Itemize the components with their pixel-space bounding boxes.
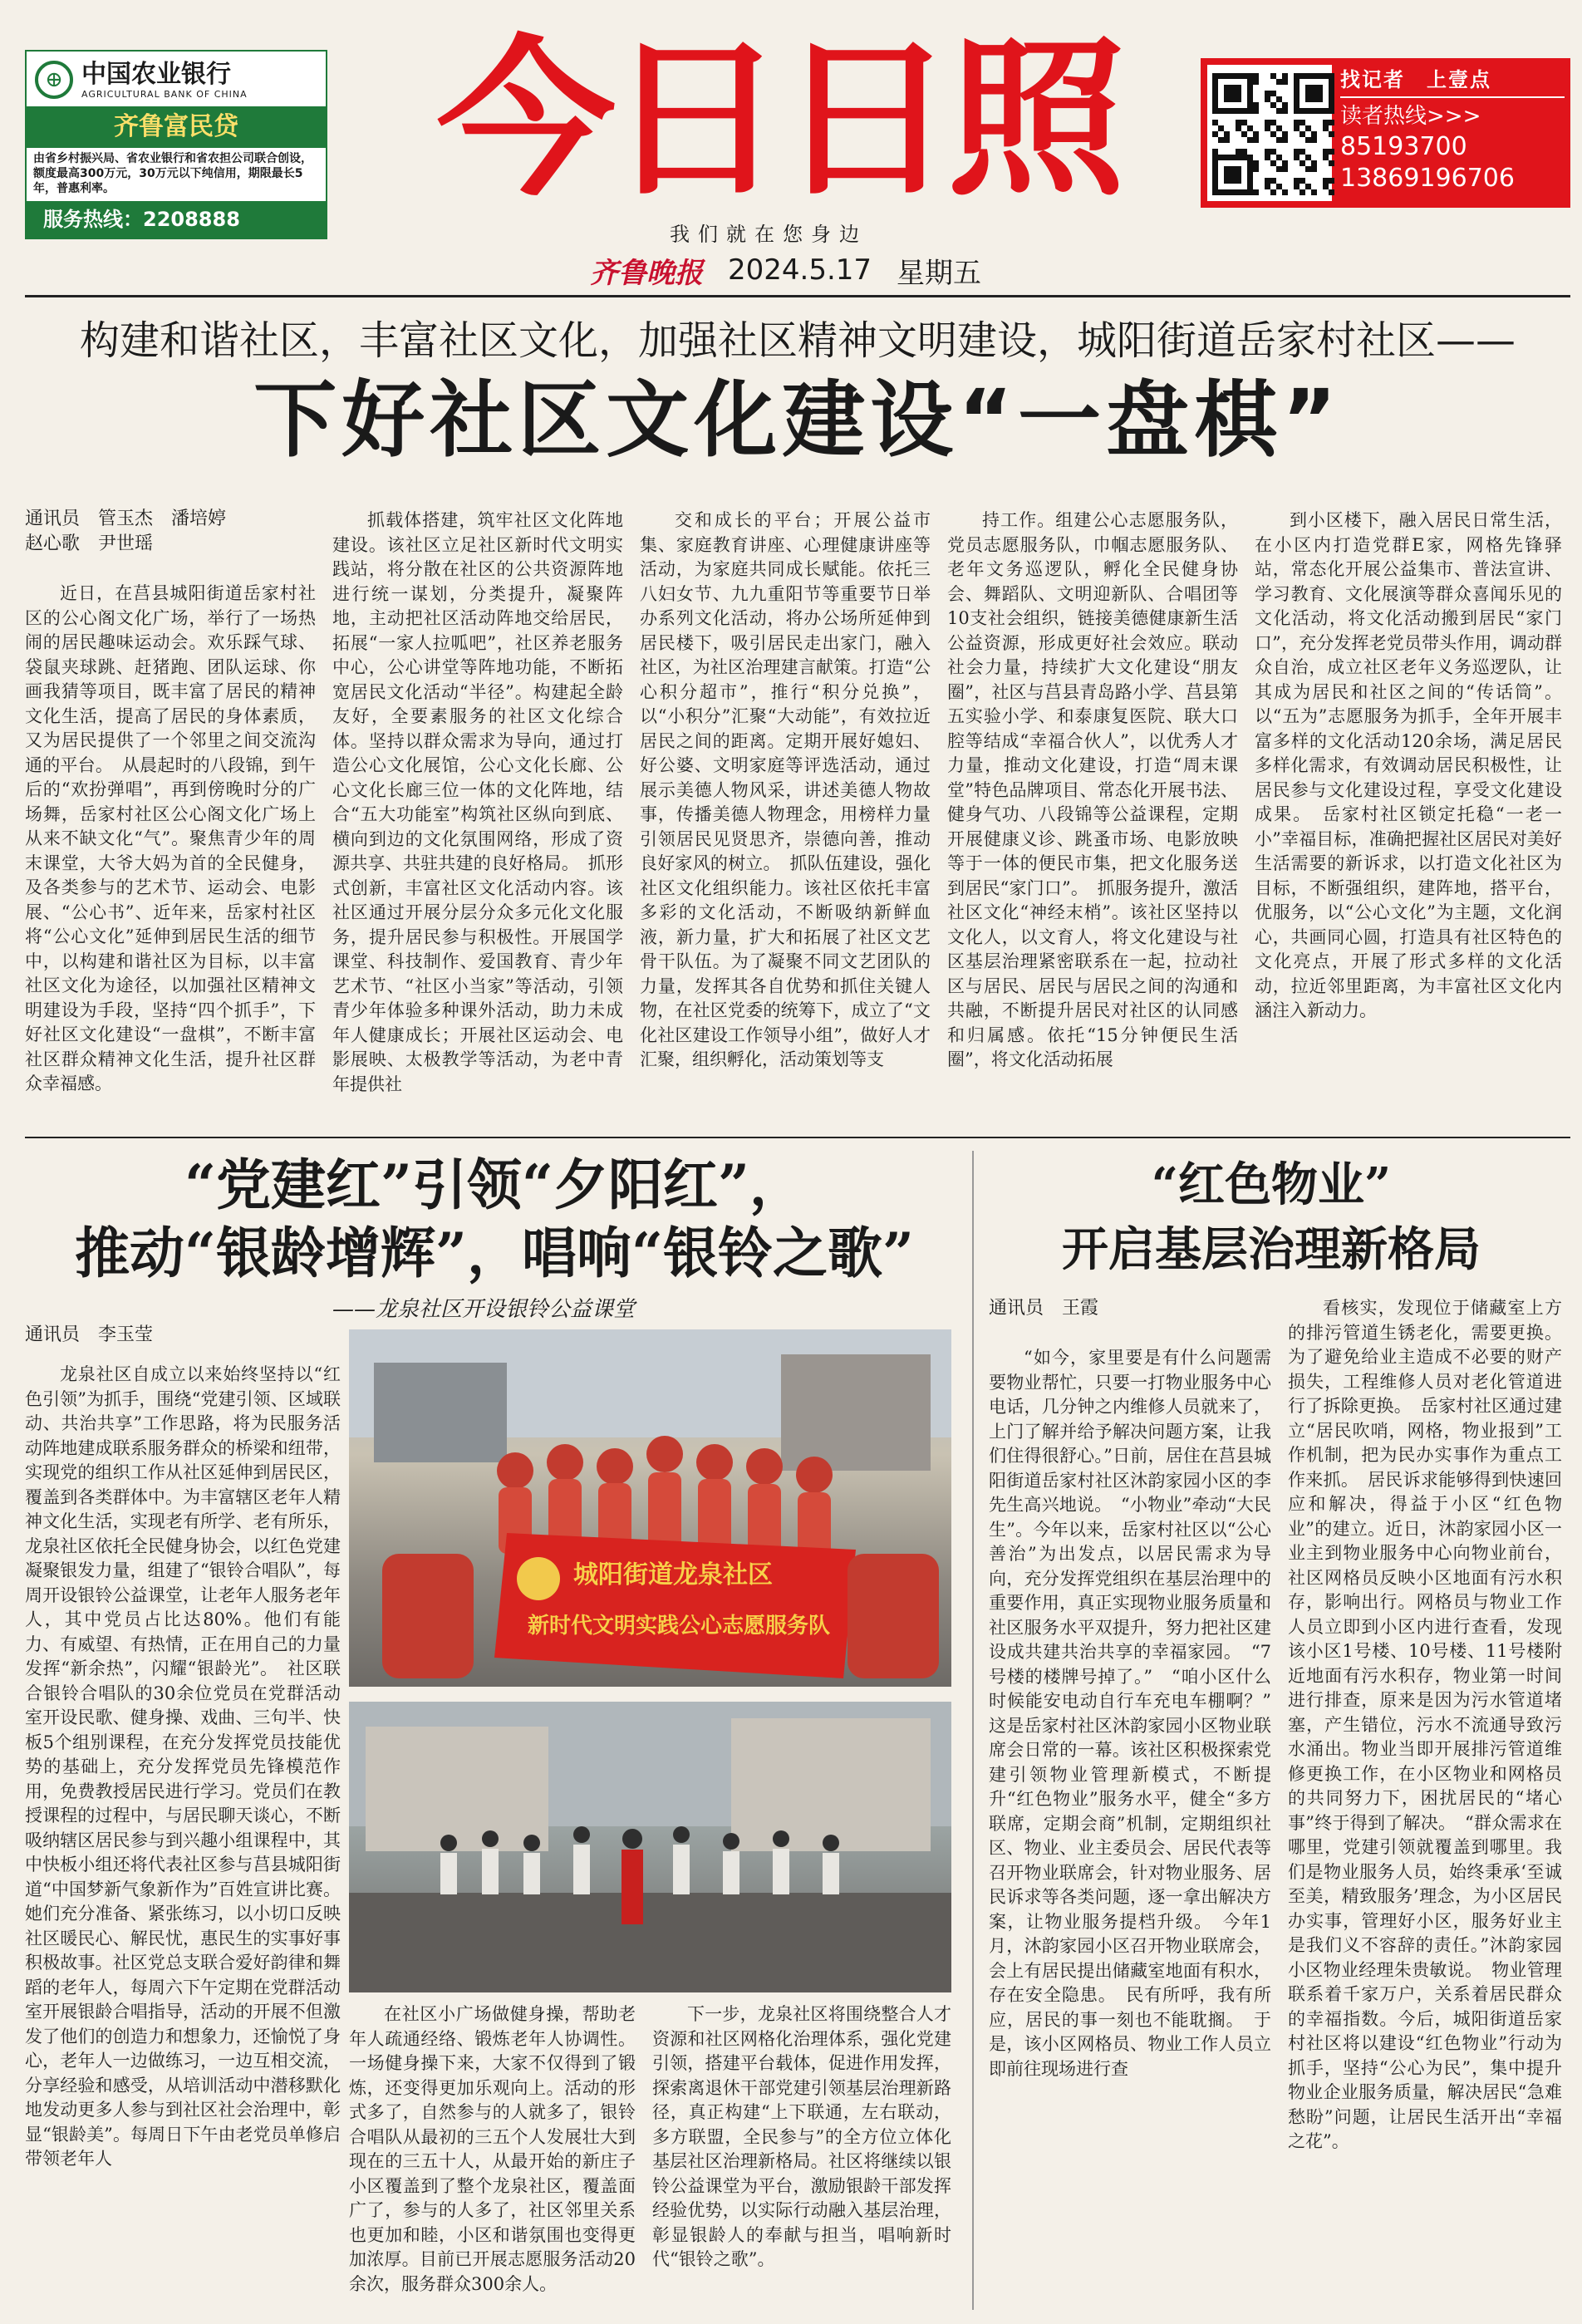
qr-module: [1323, 184, 1329, 189]
qr-module: [1230, 91, 1236, 96]
qr-module: [1224, 166, 1230, 172]
qr-module: [1311, 91, 1317, 96]
qr-module: [1329, 102, 1334, 108]
qr-module: [1329, 73, 1334, 79]
article1-byline: [25, 507, 274, 557]
article1-column-4: [947, 509, 1238, 1122]
qr-module: [1224, 155, 1230, 160]
qr-module: [1236, 85, 1241, 91]
photo-volunteer-group: [349, 1329, 951, 1687]
qr-module: [1300, 73, 1305, 79]
qr-module: [1311, 108, 1317, 114]
qr-module: [1224, 96, 1230, 102]
masthead: [378, 22, 1176, 219]
qr-module: [1294, 178, 1300, 184]
qr-module: [1282, 73, 1288, 79]
bank-name-en: AGRICULTURAL BANK OF CHINA: [81, 88, 248, 100]
article2-column-1: [25, 1363, 341, 2310]
article1-headline: 下好社区文化建设“一盘棋”: [253, 371, 1342, 469]
bank-header: [35, 58, 317, 101]
qr-module: [1276, 155, 1282, 160]
qr-module: [1311, 189, 1317, 195]
qr-module: [1270, 102, 1276, 108]
qr-module: [1224, 73, 1230, 79]
banner-text-2: 新时代文明实践公心志愿服务队: [528, 1614, 831, 1639]
qr-module: [1294, 91, 1300, 96]
qr-module: [1317, 85, 1323, 91]
qr-module: [1212, 102, 1218, 108]
qr-module: [1241, 149, 1247, 155]
contact-slogan: 找记者 上壹点: [1340, 68, 1491, 91]
byline-line: 通讯员 管玉杰 潘培婷: [25, 509, 227, 529]
article2-byline: 通讯员 李玉莹: [25, 1324, 154, 1345]
qr-module: [1323, 155, 1329, 160]
qr-module: [1212, 91, 1218, 96]
qr-module: [1305, 137, 1311, 143]
qr-module: [1224, 178, 1230, 184]
qr-module: [1329, 120, 1334, 125]
qr-module: [1305, 73, 1311, 79]
qr-module: [1311, 166, 1317, 172]
qr-module: [1247, 184, 1253, 189]
qr-module: [1236, 178, 1241, 184]
qr-module: [1218, 125, 1224, 131]
divider: [25, 295, 1570, 297]
qr-module: [1265, 184, 1270, 189]
qr-module: [1294, 149, 1300, 155]
qr-module: [1236, 108, 1241, 114]
qr-module: [1247, 79, 1253, 85]
dateline: [590, 249, 1172, 291]
qr-module: [1317, 91, 1323, 96]
bank-logo-icon: ⊕: [35, 61, 73, 99]
qr-module: [1270, 91, 1276, 96]
photo-scene: [349, 1702, 951, 1992]
qr-module: [1265, 96, 1270, 102]
article3-column-2: [1288, 1296, 1562, 2310]
qr-module: [1212, 73, 1218, 79]
qr-module: [1253, 79, 1259, 85]
qr-module: [1253, 108, 1259, 114]
ad-hotline: 服务热线：2208888: [27, 201, 326, 238]
qr-module: [1265, 125, 1270, 131]
qr-module: [1300, 131, 1305, 137]
qr-module: [1253, 160, 1259, 166]
qr-module: [1317, 108, 1323, 114]
qr-module: [1253, 137, 1259, 143]
qr-module: [1282, 160, 1288, 166]
masthead-title: 今日日照: [436, 22, 1118, 219]
qr-module: [1218, 108, 1224, 114]
column-text: 持工作。组建公心志愿服务队，党员志愿服务队，巾帼志愿服务队、老年文务巡逻队，孵化全民健身协会、舞蹈队、文明迎新队、合唱团等10支社会组织，链接美德健康新生活公益资源，形成更好社会效应。联动社会力量，持续扩大文化建设“朋友圈”，社区与莒县青岛路小学、莒县第五实验小学、和泰康复医院、联大口腔等结成“幸福合伙人”，以优秀人才力量，推动文化建设，打造“周末课堂”特色品牌项目、常态化开展书法、健身气功、八段锦等公益课程，定期开展健康义诊、跳蚤市场、电影放映等于一体的便民市集，把文化服务送到居民“家门口”。 抓服务提升，激活社区文化“神经末梢”。该社区坚持以文化人，以文育人，将文化建设与社区基层治理紧密联系在一起，拉动社区与居民、居民与居民之间的沟通和共融，不断提升居民对社区的认同感和归属感。依托“15分钟便民生活圈”，将文化活动拓展: [947, 510, 1238, 1069]
phone-number-1: 85193700: [1340, 132, 1467, 161]
qr-module: [1218, 155, 1224, 160]
issue-date: 2024.5.17: [728, 253, 872, 287]
qr-module: [1224, 108, 1230, 114]
qr-module: [1294, 96, 1300, 102]
qr-module: [1247, 102, 1253, 108]
qr-module: [1323, 149, 1329, 155]
qr-module: [1294, 125, 1300, 131]
qr-module: [1230, 189, 1236, 195]
qr-module: [1305, 85, 1311, 91]
qr-module: [1329, 149, 1334, 155]
qr-module: [1241, 189, 1247, 195]
qr-module: [1241, 131, 1247, 137]
qr-module: [1212, 155, 1218, 160]
photo-scene: [349, 1329, 951, 1687]
qr-module: [1241, 73, 1247, 79]
qr-module: [1224, 172, 1230, 178]
reader-hotline-label: 读者热线>>>: [1340, 96, 1565, 131]
qr-module: [1329, 189, 1334, 195]
qr-module: [1294, 108, 1300, 114]
qr-module: [1265, 155, 1270, 160]
qr-module: [1247, 91, 1253, 96]
qr-module: [1230, 172, 1236, 178]
qr-module: [1247, 125, 1253, 131]
bank-name: 中国农业银行: [81, 59, 231, 89]
photo-fitness-exercise: [349, 1702, 951, 1992]
qr-module: [1305, 108, 1311, 114]
qr-module: [1212, 79, 1218, 85]
qr-module: [1212, 108, 1218, 114]
article3-column-1: [989, 1346, 1289, 2310]
column-text: 在社区小广场做健身操，帮助老年人疏通经络、锻炼老年人协调性。一场健身操下来，大家不仅得到了锻炼，还变得更加乐观向上。活动的形式多了，自然参与的人就多了，银铃合唱队从最初的三五个人发展壮大到现在的三五十人，从最开始的新庄子小区覆盖到了整个龙泉社区，覆盖面广了，参与的人多了，社区邻里关系也更加和睦，小区和谐氛围也变得更加浓厚。目前已开展志愿服务活动20余次，服务群众300余人。: [349, 2004, 636, 2294]
qr-module: [1241, 120, 1247, 125]
qr-module: [1294, 79, 1300, 85]
qr-module: [1329, 85, 1334, 91]
qr-module: [1282, 137, 1288, 143]
qr-module: [1323, 73, 1329, 79]
article2-headline-line1: “党建红”引领“夕阳红”，: [184, 1152, 804, 1217]
qr-module: [1300, 178, 1305, 184]
qr-module: [1218, 189, 1224, 195]
qr-module: [1224, 85, 1230, 91]
qr-module: [1212, 120, 1218, 125]
qr-module: [1212, 184, 1218, 189]
qr-module: [1294, 155, 1300, 160]
qr-module: [1294, 102, 1300, 108]
ad-description: 由省乡村振兴局、省农业银行和省农担公司联合创设，额度最高300万元，30万元以下纯信用，期限最长5年，普惠利率。: [33, 152, 312, 195]
qr-module: [1282, 108, 1288, 114]
article1-column-2: [332, 509, 623, 1122]
qr-module: [1212, 166, 1218, 172]
qr-module: [1230, 85, 1236, 91]
qr-module: [1230, 73, 1236, 79]
qr-module: [1276, 79, 1282, 85]
qr-module: [1300, 189, 1305, 195]
issue-weekday: 星期五: [897, 256, 982, 290]
qr-module: [1311, 96, 1317, 102]
article3-byline: 通讯员 王霞: [989, 1298, 1099, 1319]
qr-module: [1276, 125, 1282, 131]
qr-module: [1236, 125, 1241, 131]
qr-module: [1311, 160, 1317, 166]
qr-module: [1247, 172, 1253, 178]
qr-module: [1282, 102, 1288, 108]
qr-module: [1300, 108, 1305, 114]
qr-module: [1317, 96, 1323, 102]
qr-module: [1270, 73, 1276, 79]
qr-module: [1236, 155, 1241, 160]
qr-module: [1270, 131, 1276, 137]
qr-module: [1236, 96, 1241, 102]
qr-module: [1247, 108, 1253, 114]
qr-module: [1230, 155, 1236, 160]
qr-module: [1323, 108, 1329, 114]
qr-module: [1329, 91, 1334, 96]
qr-module: [1311, 131, 1317, 137]
qr-module: [1236, 172, 1241, 178]
qr-module: [1224, 131, 1230, 137]
qr-module: [1265, 91, 1270, 96]
article1-column-1: [25, 582, 316, 1122]
qr-module: [1265, 149, 1270, 155]
qr-module: [1247, 96, 1253, 102]
qr-module: [1270, 189, 1276, 195]
qr-module: [1329, 131, 1334, 137]
qr-module: [1265, 120, 1270, 125]
qr-module: [1294, 85, 1300, 91]
qr-module: [1305, 184, 1311, 189]
article2-subtitle: ——龙泉社区开设银铃公益课堂: [332, 1297, 636, 1322]
qr-module: [1212, 178, 1218, 184]
bank-ad: [25, 50, 327, 239]
qr-module: [1311, 137, 1317, 143]
qr-module: [1311, 85, 1317, 91]
qr-module: [1230, 166, 1236, 172]
qr-module: [1212, 96, 1218, 102]
column-text: 下一步，龙泉社区将围绕整合人才资源和社区网格化治理体系，强化党建引领，搭建平台载体，促进作用发挥，探索离退休干部党建引领基层治理新路径，真正构建“上下联通，左右联动，多方联盟，全民参与”的全方位立体化基层社区治理新格局。社区将继续以银铃公益课堂为平台，激励银龄干部发挥经验优势，以实际行动融入基层治理，彰显银龄人的奉献与担当，唱响新时代“银铃之歌”。: [652, 2004, 951, 2269]
article2-headline-line2: 推动“银龄增辉”，唱响“银铃之歌”: [75, 1221, 914, 1285]
qr-module: [1224, 91, 1230, 96]
qr-module: [1329, 96, 1334, 102]
qr-module: [1224, 137, 1230, 143]
qr-module: [1300, 149, 1305, 155]
qr-module: [1329, 108, 1334, 114]
qr-module: [1305, 125, 1311, 131]
qr-module: [1212, 160, 1218, 166]
qr-module: [1282, 131, 1288, 137]
qr-module: [1270, 120, 1276, 125]
qr-module: [1305, 166, 1311, 172]
qr-module: [1230, 178, 1236, 184]
banner-text-1: 城阳街道龙泉社区: [573, 1560, 773, 1589]
qr-module: [1305, 155, 1311, 160]
qr-module: [1253, 189, 1259, 195]
qr-module: [1236, 149, 1241, 155]
qr-module: [1212, 172, 1218, 178]
qr-module: [1212, 131, 1218, 137]
qr-module: [1294, 184, 1300, 189]
qr-module: [1253, 102, 1259, 108]
article1-column-5: [1255, 509, 1562, 1122]
qr-module: [1300, 160, 1305, 166]
article1-kicker: 构建和谐社区，丰富社区文化，加强社区精神文明建设，城阳街道岳家村社区——: [79, 317, 1516, 364]
qr-module: [1230, 96, 1236, 102]
qr-module: [1329, 79, 1334, 85]
newspaper-brand: 齐鲁晚报: [590, 256, 703, 290]
qr-module: [1323, 125, 1329, 131]
qr-module: [1317, 73, 1323, 79]
qr-module: [1300, 120, 1305, 125]
qr-module: [1282, 166, 1288, 172]
qr-module: [1329, 160, 1334, 166]
qr-module: [1323, 178, 1329, 184]
qr-module: [1236, 166, 1241, 172]
qr-module: [1247, 155, 1253, 160]
article3-headline-line2: 开启基层治理新格局: [1062, 1222, 1481, 1277]
qr-module: [1212, 85, 1218, 91]
column-text: “如今，家里要是有什么问题需要物业帮忙，只要一打物业服务中心电话，几分钟之内维修人员就来了，上门了解并给予解决问题方案，让我们住得很舒心。”日前，居住在莒县城阳街道岳家村社区沐韵家园小区的李先生高兴地说。 “小物业”牵动“大民生”。今年以来，岳家村社区以“公心善治”为出发点，以居民需求为导向，充分发挥党组织在基层治理中的重要作用，真正实现物业服务质量和社区服务水平双提升，努力把社区建设成共建共治共享的幸福家园。 “7号楼的楼牌号掉了。” “咱小区什么时候能安电动自行车充电车棚啊？” 这是岳家村社区沐韵家园小区物业联席会日常的一幕。该社区积极探索党建引领物业管理新模式，不断提升“红色物业”服务水平，健全“多方联席，定期会商”机制，定期组织社区、物业、业主委员会、居民代表等召开物业联席会，针对物业服务、居民诉求等各类问题，逐一拿出解决方案，让物业服务提档升级。 今年1月，沐韵家园小区召开物业联席会，会上有居民提出储藏室地面有积水，存在安全隐患。 民有所呼，我有所应，居民的事一刻也不能耽搁。 于是，该小区网格员、物业工作人员立即前往现场进行查: [989, 1348, 1289, 2079]
qr-module: [1247, 178, 1253, 184]
column-text: 看核实，发现位于储藏室上方的排污管道生锈老化，需要更换。为了避免给业主造成不必要的财产损失，工程维修人员对老化管道进行了拆除更换。 岳家村社区通过建立“居民吹哨，网格，物业报到”工作机制，把为民办实事作为重点工作来抓。 居民诉求能够得到快速回应和解决，得益于小区“红色物业”的建立。近日，沐韵家园小区一业主到物业服务中心向物业前台，社区网格员反映小区地面有污水积存，影响出行。网格员与物业工作人员立即到小区内进行查看，发现该小区1号楼、10号楼、11号楼附近地面有污水积存，物业第一时间进行排查，原来是因为污水管道堵塞，产生错位，污水不流通导致污水涌出。物业当即开展排污管道维修更换工作，在小区物业和网格员的共同努力下，困扰居民的“堵心事”终于得到了解决。 “群众需求在哪里，党建引领就覆盖到哪里。我们是物业服务人员，始终秉承‘至诚至美，精致服务’理念，为小区居民办实事，管理好小区，服务好业主是我们义不容辞的责任。”沐韵家园小区物业经理朱贵敏说。 物业管理联系着千家万户，关系着居民群众的幸福指数。今后，城阳街道岳家村社区将以建设“红色物业”行动为抓手，坚持“公心为民”，集中提升物业企业服务质量，解决居民“急难愁盼”问题，让居民生活开出“幸福之花”。: [1288, 1298, 1562, 2151]
qr-module: [1270, 178, 1276, 184]
qr-module: [1247, 189, 1253, 195]
qr-module: [1241, 155, 1247, 160]
qr-module: [1276, 96, 1282, 102]
qr-module: [1294, 73, 1300, 79]
column-text: 交和成长的平台；开展公益市集、家庭教育讲座、心理健康讲座等活动，为家庭共同成长赋能。依托三八妇女节、九九重阳节等重要节日举办系列文化活动，将办公场所延伸到居民楼下，吸引居民走出家门，融入社区，为社区治理建言献策。打造“公心积分超市”，推行“积分兑换”，以“小积分”汇聚“大动能”，有效拉近居民之间的距离。定期开展好媳妇、好公婆、文明家庭等评选活动，通过展示美德人物风采，讲述美德人物故事，传播美德人物理念，用榜样力量引领居民见贤思齐，崇德向善，推动良好家风的树立。 抓队伍建设，强化社区文化组织能力。该社区依托丰富多彩的文化活动，不断吸纳新鲜血液，新力量，扩大和拓展了社区文艺骨干队伍。为了凝聚不同文艺团队的力量，发挥其各自优势和抓住关键人物，在社区党委的统筹下，成立了“文化社区建设工作领导小组”，做好人才汇聚，组织孵化，活动策划等支: [640, 510, 931, 1069]
qr-module: [1270, 160, 1276, 166]
qr-module: [1224, 189, 1230, 195]
qr-module: [1218, 137, 1224, 143]
column-text: 近日，在莒县城阳街道岳家村社区的公心阁文化广场，举行了一场热闹的居民趣味运动会。欢乐踩气球、袋鼠夹球跳、赶猪跑、团队运球、你画我猜等项目，既丰富了居民的精神文化生活，提高了居民的身体素质，又为居民提供了一个邻里之间交流沟通的平台。 从晨起时的八段锦，到午后的“欢扮弹唱”，再到傍晚时分的广场舞，岳家村社区公心阁文化广场上从来不缺文化“气”。聚焦青少年的周末课堂，大爷大妈为首的全民健身，及各类参与的艺术节、运动会、电影展、“公心书”、近年来，岳家村社区将“公心文化”延伸到居民生活的细节中，以构建和谐社区为目标，以丰富社区文化为途径，以加强社区精神文明建设为手段，坚持“四个抓手”，下好社区文化建设“一盘棋”，不断丰富社区群众精神文化生活，提升社区群众幸福感。: [25, 583, 316, 1093]
qr-code-icon[interactable]: [1207, 65, 1332, 201]
column-divider: [972, 1151, 974, 2310]
qr-module: [1247, 166, 1253, 172]
qr-module: [1265, 178, 1270, 184]
qr-module: [1241, 108, 1247, 114]
qr-module: [1329, 178, 1334, 184]
qr-module: [1323, 120, 1329, 125]
divider: [25, 1137, 1570, 1138]
qr-module: [1247, 137, 1253, 143]
qr-module: [1253, 73, 1259, 79]
qr-module: [1282, 189, 1288, 195]
contact-box: [1201, 58, 1570, 208]
qr-module: [1247, 160, 1253, 166]
qr-module: [1282, 79, 1288, 85]
masthead-tagline: 我们就在您身边: [670, 223, 867, 246]
qr-module: [1294, 120, 1300, 125]
article3-headline-line1: “红色物业”: [1151, 1157, 1392, 1212]
qr-module: [1218, 73, 1224, 79]
qr-module: [1305, 96, 1311, 102]
column-text: 龙泉社区自成立以来始终坚持以“红色引领”为抓手，围绕“党建引领、区域联动、共治共享”工作思路，将为民服务活动阵地建成联系服务群众的桥梁和纽带，实现党的组织工作从社区延伸到居民区，覆盖到各类群体中。为丰富辖区老年人精神文化生活，实现老有所学、老有所乐，龙泉社区依托全民健身协会，以红色党建凝聚银发力量，组建了“银铃合唱队”，每周开设银铃公益课堂，让老年人服务老年人，其中党员占比达80%。他们有能力、有威望、有热情，正在用自己的力量发挥“新余热”，闪耀“银龄光”。 社区联合银铃合唱队的30余位党员在党群活动室开设民歌、健身操、戏曲、三句半、快板5个组别课程，在充分发挥党员技能优势的基础上，充分发挥党员先锋模范作用，免费教授居民进行学习。党员们在教授课程的过程中，与居民聊天谈心，不断吸纳辖区居民参与到兴趣小组课程中，其中快板小组还将代表社区参与莒县城阳街道“中国梦新气象新作为”百姓宣讲比赛。她们充分准备、紧张练习，以小切口反映社区暖民心、解民忧，惠民生的实事好事积极故事。社区党总支联合爱好韵律和舞蹈的老年人，每周六下午定期在党群活动室开展银龄合唱指导，活动的开展不但激发了他们的创造力和想象力，还愉悦了身心，老年人一边做练习，一边互相交流，分享经验和感受，从培训活动中潜移默化地发动更多人参与到社区社会治理中，彰显“银龄美”。每周日下午由老党员单修启带领老年人: [25, 1364, 341, 2169]
qr-module: [1236, 189, 1241, 195]
ad-slogan: 齐鲁富民贷: [27, 106, 326, 148]
qr-module: [1236, 91, 1241, 96]
qr-module: [1247, 73, 1253, 79]
qr-module: [1236, 73, 1241, 79]
qr-module: [1236, 120, 1241, 125]
qr-module: [1305, 91, 1311, 96]
qr-module: [1253, 131, 1259, 137]
column-text: 到小区楼下，融入居民日常生活，在小区内打造党群E家，网格先锋驿站，常态化开展公益集市、普法宣讲、学习教育、文化展演等群众喜闻乐见的文化活动，将文化活动搬到居民“家门口”，充分发挥老党员带头作用，调动群众自治，成立社区老年义务巡逻队，让其成为居民和社区之间的“传话筒”。以“五为”志愿服务为抓手，全年开展丰富多样的文化活动120余场，满足居民多样化需求，有效调动居民积极性，让居民参与文化建设过程，享受文化建设成果。 岳家村社区锁定托稳“一老一小”幸福目标，准确把握社区居民对美好生活需要的新诉求，以打造文化社区为目标，不断强组织，建阵地，搭平台，优服务，以“公心文化”为主题，文化润心，共画同心圆，打造具有社区特色的文化亮点，开展了形式多样的文化活动，拉近邻里距离，为丰富社区文化内涵注入新动力。: [1255, 510, 1562, 1020]
article2-column-3: [652, 2002, 951, 2310]
qr-module: [1276, 108, 1282, 114]
qr-module: [1270, 149, 1276, 155]
qr-module: [1276, 137, 1282, 143]
article2-column-2: [349, 2002, 636, 2310]
article1-column-3: [640, 509, 931, 1122]
column-text: 抓载体搭建，筑牢社区文化阵地建设。该社区立足社区新时代文明实践站，将分散在社区的公共资源阵地进行统一谋划，分类提升，凝聚阵地，主动把社区活动阵地交给居民，拓展“一家人拉呱吧”，社区养老服务中心，公心讲堂等阵地功能，不断拓宽居民文化活动“半径”。构建起全龄友好，全要素服务的社区文化综合体。坚持以群众需求为导向，通过打造公心文化展馆，公心文化长廊、公心文化长廊三位一体的文化阵地，结合“五大功能室”构筑社区纵向到底、横向到边的文化氛围网络，形成了资源共享、共驻共建的良好格局。 抓形式创新，丰富社区文化活动内容。该社区通过开展分层分众多元化文化服务，提升居民参与积极性。开展国学课堂、科技制作、爱国教育、青少年艺术节、“社区小当家”等活动，引领青少年体验多种课外活动，助力未成年人健康成长；开展社区运动会、电影展映、太极教学等活动，为老中青年提供社: [332, 510, 623, 1094]
phone-number-2: 13869196706: [1340, 164, 1515, 193]
qr-module: [1230, 108, 1236, 114]
qr-module: [1276, 184, 1282, 189]
qr-module: [1212, 189, 1218, 195]
qr-module: [1276, 166, 1282, 172]
qr-module: [1247, 85, 1253, 91]
byline-line: 赵心歌 尹世瑶: [25, 533, 154, 554]
qr-module: [1311, 73, 1317, 79]
qr-module: [1212, 149, 1218, 155]
qr-module: [1253, 166, 1259, 172]
